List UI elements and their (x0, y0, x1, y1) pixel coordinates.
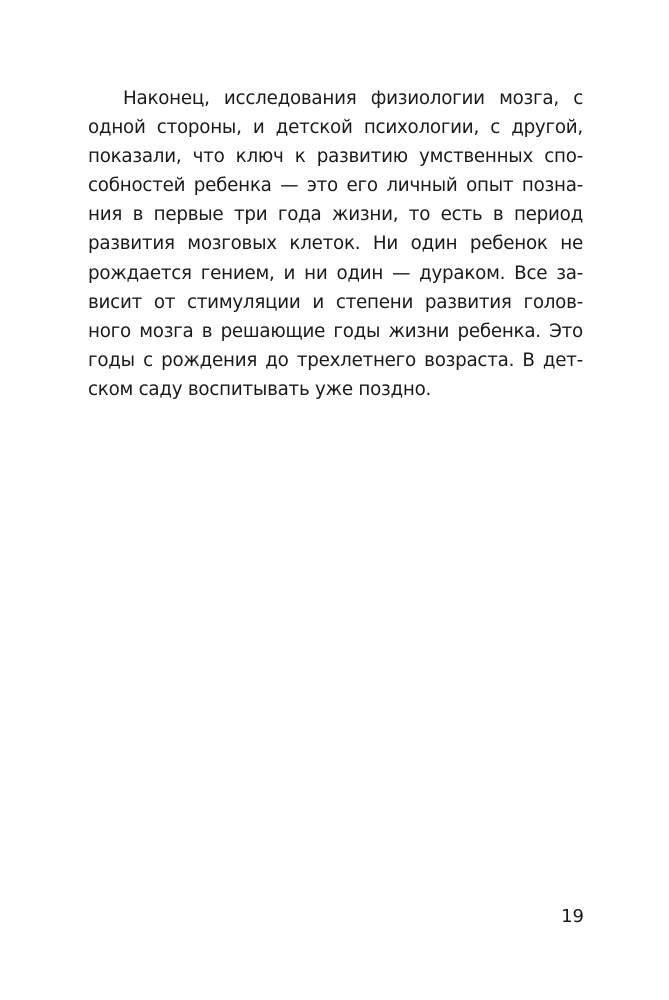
paragraph-line: развития мозговых клеток. Ни один ребенок не (88, 233, 583, 255)
paragraph-line: рождается гением, и ни один — дураком. Все за- (88, 262, 583, 284)
paragraph-line: одной стороны, и детской психологии, с другой, (88, 117, 583, 139)
paragraph-line: Наконец, исследования физиологии мозга, с (123, 88, 583, 109)
paragraph-line: годы с рождения до трехлетнего возраста. В дет- (88, 349, 583, 371)
paragraph-line: висит от стимуляции и степени развития голов- (88, 291, 583, 313)
body-paragraph (88, 84, 583, 404)
page-number: 19 (561, 906, 584, 927)
paragraph-line: ском саду воспитывать уже поздно. (88, 378, 432, 400)
paragraph-line: показали, что ключ к развитию умственных спо- (88, 146, 583, 168)
paragraph-line: ния в первые три года жизни, то есть в период (88, 204, 583, 226)
paragraph-line: собностей ребенка — это его личный опыт позна- (88, 175, 583, 197)
paragraph-line: ного мозга в решающие годы жизни ребенка. Это (88, 320, 583, 342)
